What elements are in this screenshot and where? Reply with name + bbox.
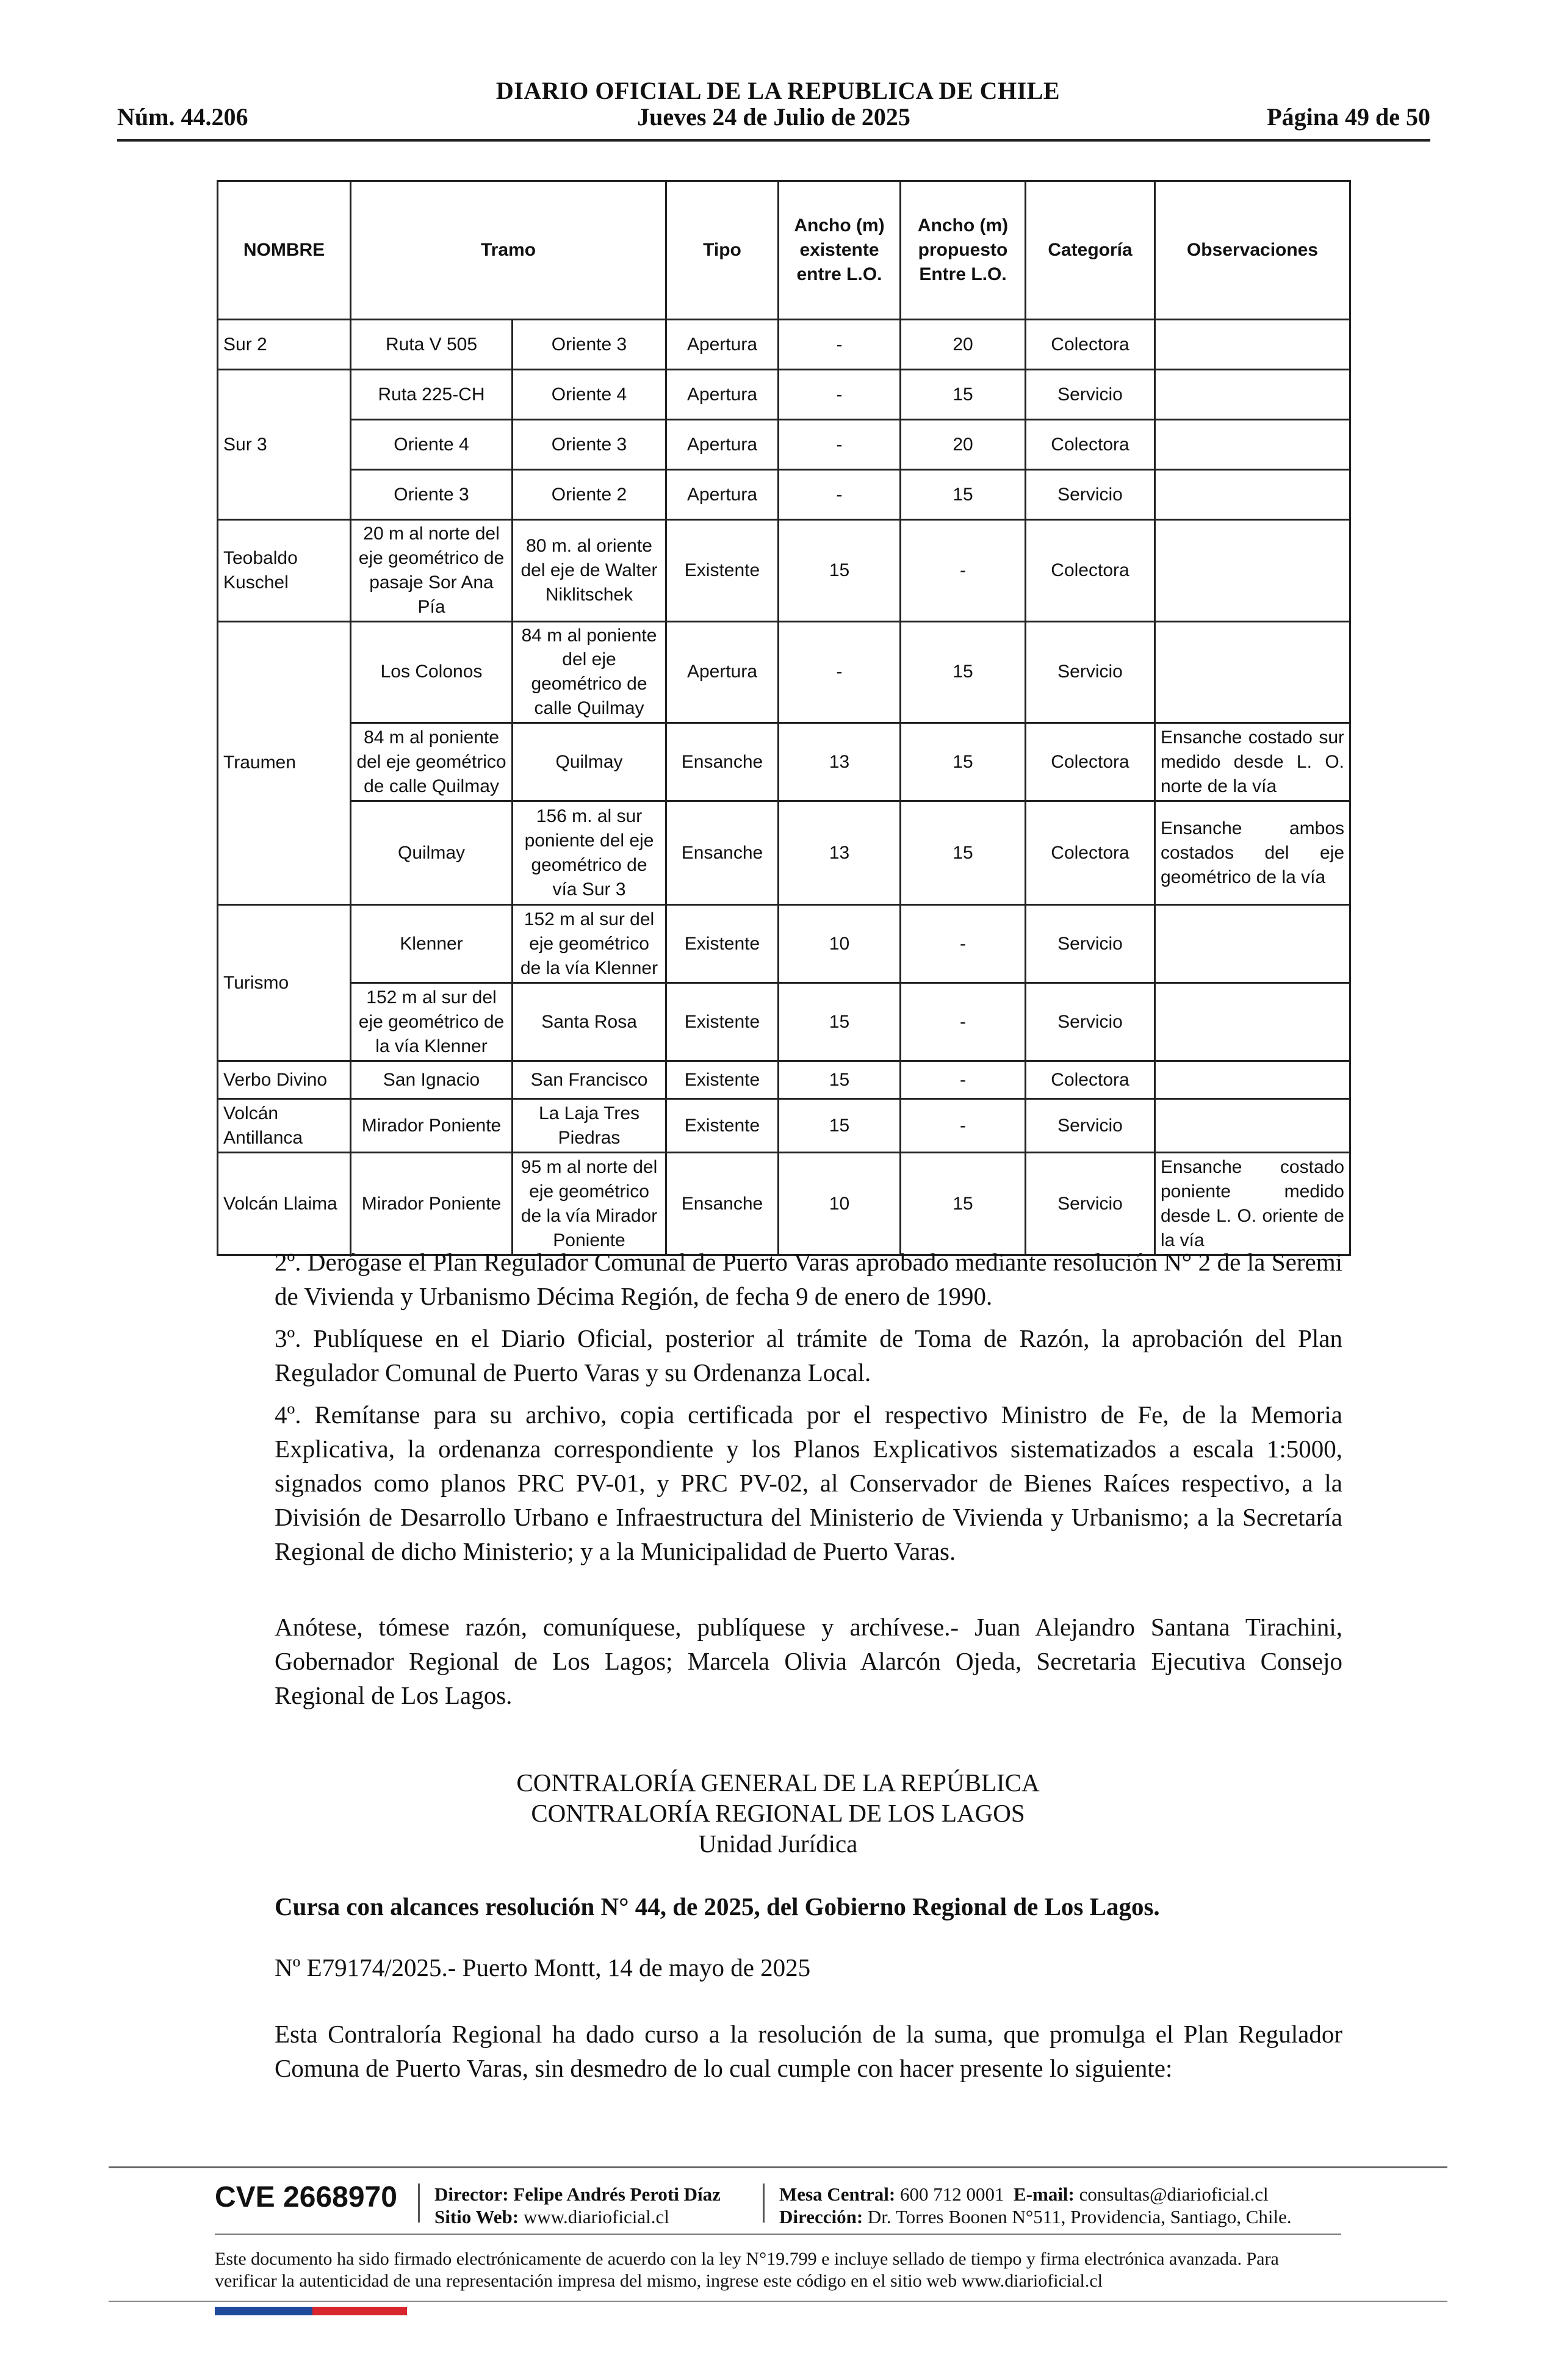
cell-observaciones [1155, 983, 1350, 1061]
cell-categoria: Servicio [1026, 621, 1155, 723]
paragraph-contraloria-text: Esta Contraloría Regional ha dado curso a la resolución de la suma, que promulga el Plan Regulador Comuna de Puerto Varas, sin desmedro de lo cual cumple con hacer presente lo siguiente: [275, 2020, 1342, 2082]
email-link[interactable]: consultas@diarioficial.cl [1079, 2183, 1269, 2205]
cell-hasta: 156 m. al sur poniente del eje geométrico de vía Sur 3 [513, 801, 666, 905]
cell-tipo: Existente [666, 520, 779, 622]
cell-categoria: Servicio [1026, 905, 1155, 983]
table-row [218, 520, 1350, 622]
cell-tipo: Apertura [666, 621, 779, 723]
cell-existente: 15 [779, 520, 901, 622]
cell-observaciones [1155, 370, 1350, 420]
org-line-1: CONTRALORÍA GENERAL DE LA REPÚBLICA [516, 1769, 1040, 1797]
cell-hasta: 84 m al poniente del eje geométrico de calle Quilmay [513, 621, 666, 723]
cell-nombre: Verbo Divino [218, 1061, 351, 1099]
cell-observaciones [1155, 470, 1350, 520]
cell-desde: Oriente 3 [351, 470, 513, 520]
cell-observaciones [1155, 320, 1350, 370]
footer-divider-top [109, 2166, 1447, 2168]
page-indicator: Página 49 de 50 [1267, 103, 1430, 131]
table-row [218, 1153, 1350, 1255]
header-ancho-propuesto: Ancho (m) propuesto Entre L.O. [901, 181, 1026, 320]
cell-hasta: 152 m al sur del eje geométrico de la vía Klenner [513, 905, 666, 983]
newspaper-title: DIARIO OFICIAL DE LA REPUBLICA DE CHILE [495, 77, 1061, 104]
cell-observaciones [1155, 905, 1350, 983]
cell-nombre: Volcán Antillanca [218, 1099, 351, 1153]
cell-observaciones: Ensanche costado poniente medido desde L. O. oriente de la vía [1155, 1153, 1350, 1255]
cell-existente: - [779, 470, 901, 520]
cell-existente: 10 [779, 1153, 901, 1255]
cell-tipo: Ensanche [666, 723, 779, 801]
paragraph-4-text: 4º. Remítanse para su archivo, copia certificada por el respectivo Ministro de Fe, de la Memoria Explicativa, la ordenanza correspondiente y los Planos Explicativos sistematizados a escala 1:5000, signados como planos PRC PV-01, y PRC PV-02, al Conservador de Bienes Raíces respectivo, a la División de Desarrollo Urbano e Infraestructura del Ministerio de Vivienda y Urbanismo; a la Secretaría Regional de dicho Ministerio; y a la Municipalidad de Puerto Varas. [275, 1401, 1342, 1565]
cell-tipo: Existente [666, 905, 779, 983]
cell-categoria: Colectora [1026, 420, 1155, 470]
reference-line-text: Nº E79174/2025.- Puerto Montt, 14 de mayo de 2025 [275, 1953, 811, 1982]
cell-nombre: Traumen [218, 621, 351, 905]
cell-desde: Ruta 225-CH [351, 370, 513, 420]
director-label: Director: [434, 2183, 509, 2205]
cell-hasta: Oriente 3 [513, 320, 666, 370]
cell-propuesto: 20 [901, 420, 1026, 470]
cell-tipo: Existente [666, 1099, 779, 1153]
cell-existente: - [779, 320, 901, 370]
table-row [218, 905, 1350, 983]
cell-desde: Ruta V 505 [351, 320, 513, 370]
cell-tipo: Existente [666, 983, 779, 1061]
cell-categoria: Colectora [1026, 801, 1155, 905]
cell-propuesto: 15 [901, 621, 1026, 723]
paragraph-signatories-text: Anótese, tómese razón, comuníquese, publíquese y archívese.- Juan Alejandro Santana Tirachini, Gobernador Regional de Los Lagos; Marcela Olivia Alarcón Ojeda, Secretaria Ejecutiva Consejo Regional de Los Lagos. [275, 1613, 1342, 1709]
cell-propuesto: 15 [901, 1153, 1026, 1255]
cell-observaciones: Ensanche ambos costados del eje geométrico de la vía [1155, 801, 1350, 905]
table-row [218, 983, 1350, 1061]
cell-hasta: Santa Rosa [513, 983, 666, 1061]
cell-categoria: Servicio [1026, 1153, 1155, 1255]
header-divider [117, 139, 1430, 142]
footer-separator [763, 2183, 765, 2223]
cell-categoria: Servicio [1026, 370, 1155, 420]
cell-tipo: Apertura [666, 370, 779, 420]
table-row [218, 420, 1350, 470]
address-text: Dr. Torres Boonen N°511, Providencia, Santiago, Chile. [867, 2206, 1292, 2227]
cell-existente: 13 [779, 723, 901, 801]
section-heading [217, 1889, 1342, 1924]
cell-observaciones [1155, 621, 1350, 723]
cell-hasta: San Francisco [513, 1061, 666, 1099]
cell-existente: 10 [779, 905, 901, 983]
cell-propuesto: 15 [901, 723, 1026, 801]
header-observaciones: Observaciones [1155, 181, 1350, 320]
cell-categoria: Colectora [1026, 520, 1155, 622]
cell-existente: 15 [779, 1061, 901, 1099]
cell-existente: - [779, 621, 901, 723]
cell-hasta: Oriente 2 [513, 470, 666, 520]
cell-tipo: Ensanche [666, 801, 779, 905]
cell-tipo: Apertura [666, 420, 779, 470]
header-ancho-existente: Ancho (m) existente entre L.O. [779, 181, 901, 320]
paragraph-contraloria [217, 2017, 1342, 2085]
table-header-row [218, 181, 1350, 320]
cell-propuesto: 20 [901, 320, 1026, 370]
cell-tipo: Existente [666, 1061, 779, 1099]
header-row [117, 103, 1430, 135]
cell-tipo: Apertura [666, 470, 779, 520]
org-line-2: CONTRALORÍA REGIONAL DE LOS LAGOS [531, 1799, 1025, 1827]
footer-separator [418, 2183, 420, 2223]
cell-desde: Mirador Poniente [351, 1099, 513, 1153]
table-row [218, 1099, 1350, 1153]
cell-propuesto: 15 [901, 470, 1026, 520]
cve-code: CVE 2668970 [215, 2181, 397, 2213]
legal-notice: Este documento ha sido firmado electrónicamente de acuerdo con la ley N°19.799 e incluye sellado de tiempo y firma electrónica avanzada. Para verificar la autenticidad de una representación impresa del mismo, ingrese este código en el sitio web www.diarioficial.cl [215, 2249, 1279, 2291]
header-nombre: NOMBRE [218, 181, 351, 320]
cell-nombre: Turismo [218, 905, 351, 1061]
road-widths-table [217, 180, 1351, 1256]
cell-hasta: 95 m al norte del eje geométrico de la vía Mirador Poniente [513, 1153, 666, 1255]
website-link[interactable]: www.diarioficial.cl [523, 2206, 669, 2227]
cell-categoria: Servicio [1026, 1099, 1155, 1153]
cell-nombre: Teobaldo Kuschel [218, 520, 351, 622]
table-row [218, 621, 1350, 723]
website-label: Sitio Web: [434, 2206, 519, 2227]
email-label: E-mail: [1014, 2183, 1075, 2205]
cell-nombre: Sur 3 [218, 370, 351, 520]
cell-desde: Klenner [351, 905, 513, 983]
cell-nombre: Volcán Llaima [218, 1153, 351, 1255]
table-row [218, 801, 1350, 905]
cell-desde: Quilmay [351, 801, 513, 905]
cell-categoria: Colectora [1026, 320, 1155, 370]
paragraph-2 [217, 1245, 1342, 1313]
address-label: Dirección: [779, 2206, 863, 2227]
cell-observaciones [1155, 520, 1350, 622]
cell-hasta: Oriente 4 [513, 370, 666, 420]
phone-label: Mesa Central: [779, 2183, 896, 2205]
flag-stripe-blue [215, 2307, 312, 2315]
header-tipo: Tipo [666, 181, 779, 320]
director-name: Felipe Andrés Peroti Díaz [513, 2183, 721, 2205]
org-line-3: Unidad Jurídica [698, 1830, 858, 1858]
cell-observaciones [1155, 1099, 1350, 1153]
cell-categoria: Servicio [1026, 983, 1155, 1061]
cell-propuesto: - [901, 983, 1026, 1061]
cell-propuesto: - [901, 1099, 1026, 1153]
cell-existente: - [779, 370, 901, 420]
header-categoria: Categoría [1026, 181, 1155, 320]
cell-hasta: La Laja Tres Piedras [513, 1099, 666, 1153]
cell-existente: 13 [779, 801, 901, 905]
table-row [218, 1061, 1350, 1099]
paragraph-3-text: 3º. Publíquese en el Diario Oficial, posterior al trámite de Toma de Razón, la aprobación del Plan Regulador Comunal de Puerto Varas y su Ordenanza Local. [275, 1324, 1342, 1387]
cell-hasta: Quilmay [513, 723, 666, 801]
footer-divider-bottom [109, 2301, 1447, 2302]
director-block [434, 2183, 721, 2228]
cell-desde: 84 m al poniente del eje geométrico de calle Quilmay [351, 723, 513, 801]
cell-desde: San Ignacio [351, 1061, 513, 1099]
paragraph-2-text: 2º. Derógase el Plan Regulador Comunal de Puerto Varas aprobado mediante resolución N° 2 de la Seremi de Vivienda y Urbanismo Décima Región, de fecha 9 de enero de 1990. [275, 1248, 1342, 1310]
cell-tipo: Ensanche [666, 1153, 779, 1255]
contact-block [779, 2183, 1292, 2228]
cell-desde: 152 m al sur del eje geométrico de la vía Klenner [351, 983, 513, 1061]
cell-propuesto: - [901, 905, 1026, 983]
cell-desde: 20 m al norte del eje geométrico de pasaje Sor Ana Pía [351, 520, 513, 622]
cell-existente: - [779, 420, 901, 470]
table-row [218, 320, 1350, 370]
cell-hasta: 80 m. al oriente del eje de Walter Niklitschek [513, 520, 666, 622]
cell-hasta: Oriente 3 [513, 420, 666, 470]
cell-categoria: Colectora [1026, 1061, 1155, 1099]
issue-number: Núm. 44.206 [117, 103, 248, 131]
cell-observaciones [1155, 1061, 1350, 1099]
section-heading-text: Cursa con alcances resolución N° 44, de 2025, del Gobierno Regional de Los Lagos. [275, 1892, 1160, 1920]
cell-desde: Los Colonos [351, 621, 513, 723]
paragraph-signatories [217, 1610, 1342, 1712]
table-row [218, 370, 1350, 420]
cell-desde: Mirador Poniente [351, 1153, 513, 1255]
cell-categoria: Servicio [1026, 470, 1155, 520]
header-tramo: Tramo [351, 181, 666, 320]
phone-number: 600 712 0001 [900, 2183, 1004, 2205]
cell-observaciones [1155, 420, 1350, 470]
cell-observaciones: Ensanche costado sur medido desde L. O. norte de la vía [1155, 723, 1350, 801]
cell-categoria: Colectora [1026, 723, 1155, 801]
cell-propuesto: - [901, 1061, 1026, 1099]
issue-date: Jueves 24 de Julio de 2025 [637, 103, 910, 131]
cell-propuesto: - [901, 520, 1026, 622]
paragraph-3 [217, 1321, 1342, 1390]
cell-existente: 15 [779, 983, 901, 1061]
footer-divider-middle [215, 2234, 1341, 2235]
cell-existente: 15 [779, 1099, 901, 1153]
table-row [218, 470, 1350, 520]
cell-propuesto: 15 [901, 370, 1026, 420]
paragraph-4 [217, 1397, 1342, 1568]
cell-nombre: Sur 2 [218, 320, 351, 370]
cell-tipo: Apertura [666, 320, 779, 370]
reference-line [217, 1950, 1342, 1985]
table-row [218, 723, 1350, 801]
flag-stripe-red [312, 2307, 407, 2315]
cell-propuesto: 15 [901, 801, 1026, 905]
cell-desde: Oriente 4 [351, 420, 513, 470]
